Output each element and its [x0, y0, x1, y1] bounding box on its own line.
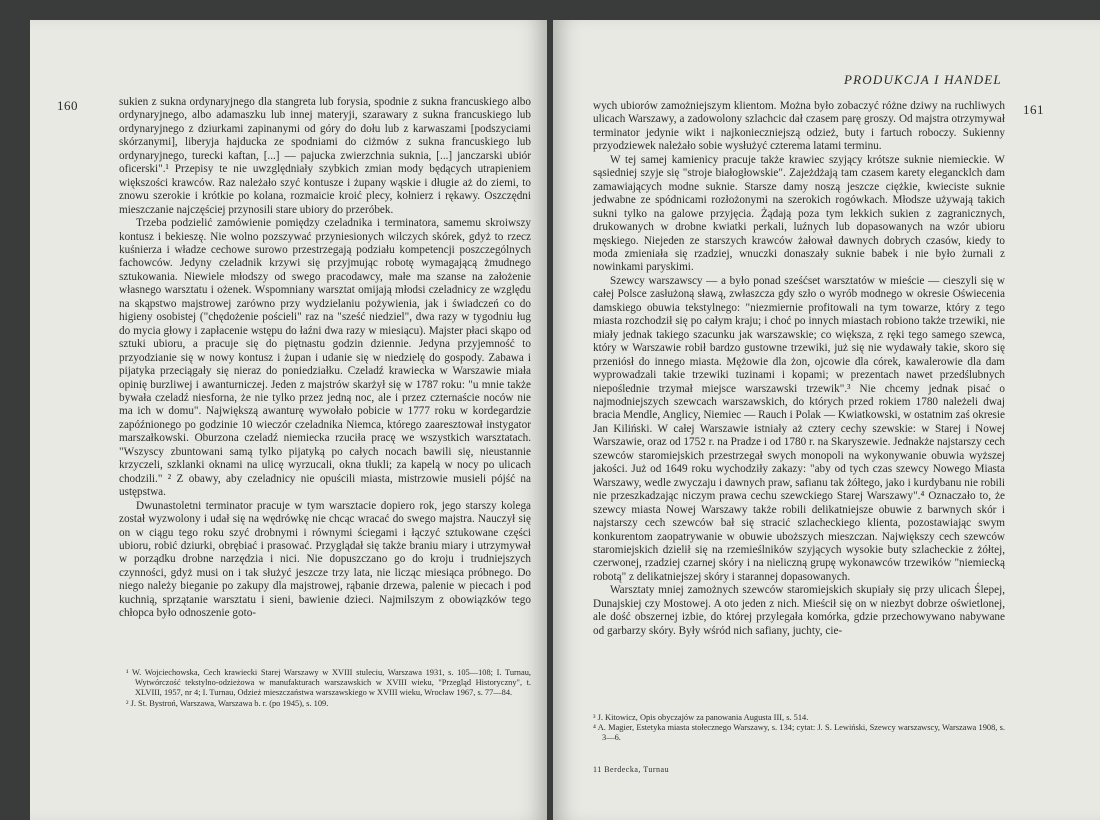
footnote: ³ J. Kitowicz, Opis obyczajów za panowania Augusta III, s. 514. — [593, 713, 809, 722]
right-page — [553, 20, 1100, 820]
footnotes-right — [593, 713, 1005, 744]
left-page — [30, 20, 547, 820]
page-number-left: 160 — [57, 98, 78, 113]
footnote: ² J. St. Bystroń, Warszawa, Warszawa b. r. (po 1945), s. 109. — [126, 698, 329, 708]
footnote: ¹ W. Wojciechowska, Cech krawiecki Starej Warszawy w XVIII stuleciu, Warszawa 1931, s. 105—108; I. Turnau, Wytwórczość tekstylno-odzieżowa w manufakturach warszawskich w XVIII wieku, "Przegląd Historyczny", t. XLVIII, 1957, nr 4; I. Turnau, Odzież mieszczaństwa warszawskiego w XVIII wieku, Wrocław 1967, s. 77—84. — [126, 668, 531, 698]
paragraph: W tej samej kamienicy pracuje także krawiec szyjący krótsze suknie niemieckie. W sąsiedniej szyje się "stroje białogłowskie". Zajeżdżają tam czasem karety elegancklch dam zamawiających modne suknie. Starsze damy noszą jeszcze ciężkie, kwieciste suknie jedwabne ze spódnicami rozłożonymi na szerokich rogówkach. Młodsze używają takich sukni tylko na galowe przyjęcia. Żądają poza tym lekkich sukien z zagranicznych, drukowanych w drobne kwiatki perkali, luźnych lub dopasowanych na wzór ubioru męskiego. Niejeden ze starszych krawców żałował dawnych dobrych czasów, kiedy to moda zmieniała się rzadziej, wnuczki donaszały suknie babek i nie było żurnali z nowinkami paryskimi. — [593, 153, 1005, 274]
footnotes-left — [126, 668, 531, 709]
paragraph: wych ubiorów zamożniejszym klientom. Można było zobaczyć różne dziwy na ruchliwych ulicach Warszawy, a zadowolony szlachcic dał czasem parę groszy. Od majstra otrzymywał terminator jedynie wikt i najkonieczniejszą odzież, buty i fartuch roboczy. Sukienny przyodziewek należało sobie wysłużyć czterema latami terminu. — [593, 100, 1005, 153]
paragraph: Warsztaty mniej zamożnych szewców staromiejskich skupiały się przy ulicach Ślepej, Dunajskiej czy Mostowej. A oto jeden z nich. Mieścił się on w niezbyt dobrze oświetlonej, ale dość obszernej izbie, do której przylegała komórka, gdzie przechowywano nabywane od garbarzy skóry. Były wśród nich safiany, juchty, cie- — [593, 584, 1005, 637]
paragraph: Szewcy warszawscy — a było ponad sześćset warsztatów w mieście — cieszyli się w całej Polsce zasłużoną sławą, zwłaszcza gdy szło o wyrób modnego w okresie Oświecenia damskiego obuwia tekstylnego: "niezmiernie profitowali na tym towarze, który z tego miasta rozchodził się po całym kraju; i choć po innych miastach robiono także trzewiki, nie miały jednak takiego szacunku jak warszawskie; co większa, z ręki tego samego szewca, który w Warszawie robił bardzo gustowne trzewiki, już się nie wydawały takie, skoro się przeniósł do innego miasta. Mężowie dla żon, ojcowie dla córek, kawalerowie dla dam wyprowadzali takie trzewiki tuzinami i kopami; w prezentach nawet przedślubnych niepoślednie trzymał miejsce warszawski trzewik".³ Nie chcemy jednak pisać o najmodniejszych szewcach warszawskich, do których przed rokiem 1780 należeli dwaj bracia Mendle, Anglicy, Niemiec — Rauch i Polak — Kwiatkowski, w ostatnim zaś okresie Jan Kiliński. W całej Warszawie istniały aż cztery cechy szewskie: w Starej i Nowej Warszawie, oraz od 1752 r. na Pradze i od 1780 r. na Skaryszewie. Jednakże najstarszy cech szewców staromiejskich przestrzegał swych monopoli na wykonywanie obuwia wyższej jakości. Już od 1649 roku wychodziły zakazy: "aby od tych czas szewcy Nowego Miasta Warszawy, wedle zwyczaju i dawnych praw, safianu tak żółtego, jako i kurdybanu nie robili nie przeszkadzając niczym prawa cechu szewckiego Starej Warszawy".⁴ Oznaczało to, że szewcy miasta Nowej Warszawy także robili delikatniejsze obuwie z barwnych skór i najstarszy cech szewców bał się stracić szlacheckiego klienta, pozostawiając swym konkurentom zaopatrywanie w obuwie uboższych mieszczan. Największy cech szewców staromiejskich dzielił się na rzemieślników szyjących wysokie buty szlacheckie z żółtej, czerwonej, rzadziej czarnej skóry i na nieliczną grupę wykonawców trzewików "niemiecką robotą" z delikatniejszej skóry i starannej dopasowanych. — [593, 274, 1005, 583]
footnote: ⁴ A. Magier, Estetyka miasta stołecznego Warszawy, s. 134; cytat: J. S. Lewiński, Szewcy warszawscy, Warszawa 1908, s. 3—6. — [593, 723, 1005, 743]
paragraph: sukien z sukna ordynaryjnego dla stangreta lub forysia, spodnie z sukna francuskiego albo ordynaryjnego, albo adamaszku lub innej materyji, szarawary z sukna francuskiego lub ordynaryjnego z dziurkami zapinanymi od góry do dołu lub z karwaszami [podszyciami skórzanymi], liberyja hajducka ze spodniami do ciżmów z sukna francuskiego lub ordynaryjnego, turecki kaftan, [...] — pajucka zwierzchnia suknia, [...] janczarski ubiór oficerski".¹ Przepisy te nie uwzględniały szybkich zmian mody będących utrapieniem większości krawców. Raz należało szyć kontusze i żupany wąskie i długie aż do ziemi, to znowu szerokie i krótkie po kolana, rozmaicie kroić plecy, kołnierz i rękawy. Oszczędni mieszczanie najczęściej przynosili stare ubiory do przeróbek. — [119, 96, 531, 216]
running-head: PRODUKCJA I HANDEL — [844, 72, 1002, 87]
paragraph: Trzeba podzielić zamówienie pomiędzy czeladnika i terminatora, samemu skroiwszy kontusz i bekieszę. Nie wolno pozszywać przyniesionych wilczych skórek, gdyż to rzecz kuśnierza i władze cechowe surowo przestrzegają podziału kompetencji poszczególnych fachowców. Jedyny czeladnik krzywi się przyjmując robotę wymagającą żmudnego sztukowania. Niewiele młodszy od swego pracodawcy, małe ma szanse na założenie własnego warsztatu i ożenek. Wspomniany warsztat omijają młodsi czeladnicy ze względu na skąpstwo majstrowej zarówno przy wydzielaniu pożywienia, jak i świadczeń co do higieny osobistej ("chędożenie pościeli" raz na "sześć niedziel", dwa razy w tygodniu ług do mycia głowy i zapłacenie wstępu do łaźni dwa razy w miesiącu). Majster płaci skąpo od sztuki ubioru, a pracuje się do piętnastu godzin dziennie. Jedyna przyjemność to przyodzianie się w nowy kontusz i żupan i udanie się w niedzielę do gospody. Zabawa i pijatyka przeciągały się nieraz do poniedziałku. Czeladź krawiecka w Warszawie miała opinię burzliwej i awanturniczej. Jeden z majstrów skarżył się w 1787 roku: "u mnie także bywała czeladź niesforna, że nie tylko przez jedną noc, ale i przez czternaście noców nie ma ich w domu". Największą awanturę wywołało pobicie w 1777 roku w kordegardzie zapóźnionego po godzinie 10 wieczór czeladnika Niemca, którego zaaresztował instygator marszałkowski. Oburzona czeladź niemiecka rzuciła pracę we wszystkich warsztatach. "Wszyscy zbuntowani samą tylko pijatyką po całych nocach bawili się, nieustannie krzyczeli, szklanki oknami na ulicę wyrzucali, okna tłukli; za kapelą w nocy po ulicach chodzili." ² Z obawy, aby czeladnicy nie opuścili miasta, mistrzowie musieli pójść na ustępstwa. — [119, 217, 531, 499]
printer-signature: 11 Berdecka, Turnau — [593, 765, 670, 774]
paragraph: Dwunastoletni terminator pracuje w tym warsztacie dopiero rok, jego starszy kolega został wyzwolony i udał się na wędrówkę nie chcąc wracać do swego majstra. Nauczył się on w ciągu tego roku szyć drobnymi i równymi ściegami i łączyć sztukowane części ubioru, robić dziurki, obrębiać i prasować. Przyglądał się także braniu miary i utrzymywał w porządku drobne narzędzia i nici. Nie dopuszczano go do kroju i trudniejszych czynności, gdyż musi on i tak służyć jeszcze trzy lata, nie licząc miesiąca próbnego. Do niego należy bieganie po zakupy dla majstrowej, rąbanie drzewa, palenie w piecach i pod kuchnią, sprzątanie warsztatu i sieni, bawienie dzieci. Najmilszym z obowiązków tego chłopca było odnoszenie goto- — [119, 499, 531, 620]
body-text-right — [593, 100, 1005, 638]
page-number-right: 161 — [1023, 102, 1044, 117]
body-text-left — [119, 96, 531, 621]
